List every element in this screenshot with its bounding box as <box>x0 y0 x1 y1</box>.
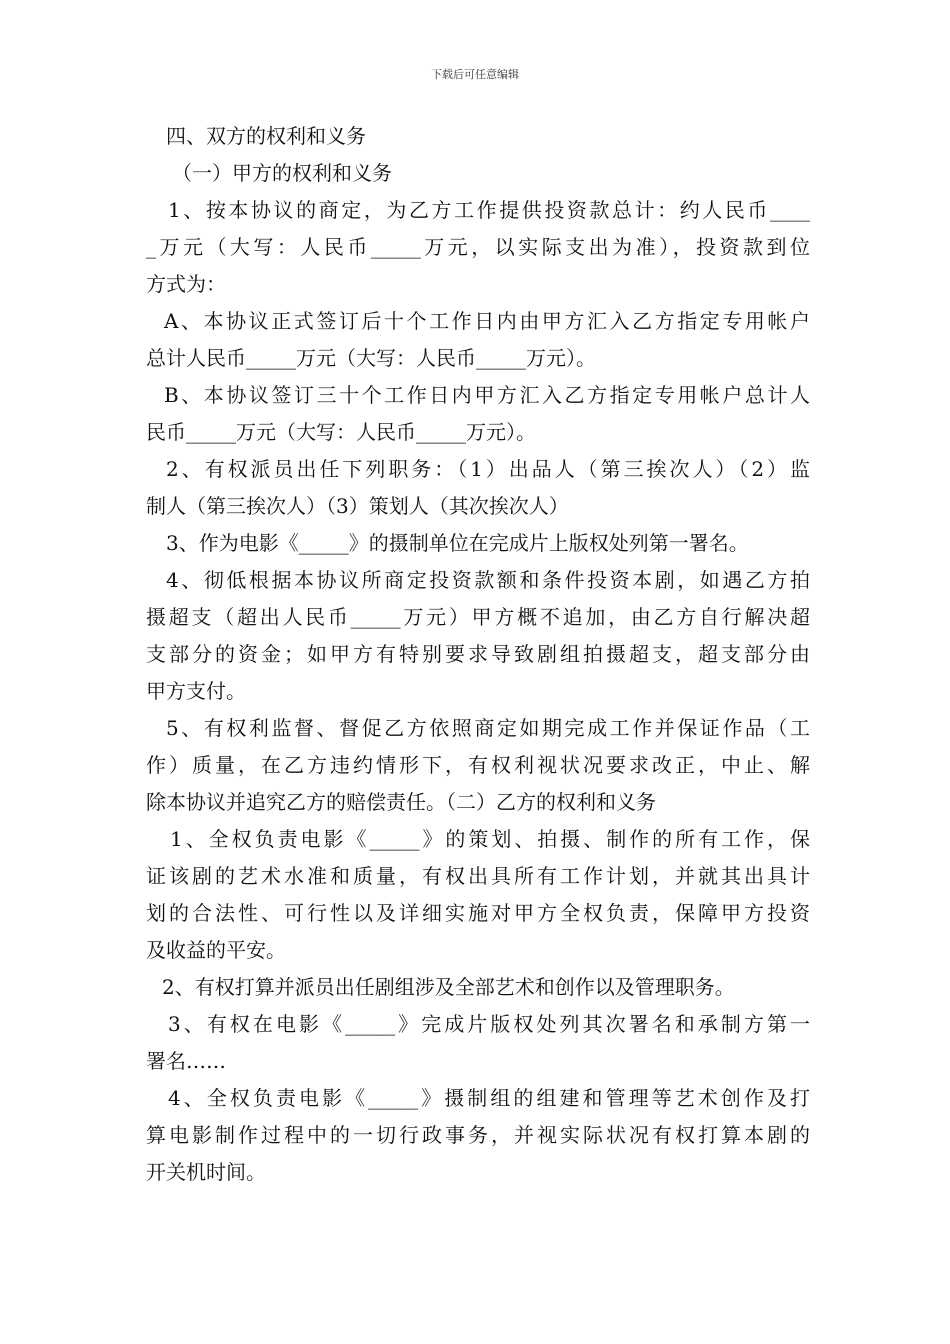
text-line: B、本协议签订三十个工作日内甲方汇入乙方指定专用帐户总计人 <box>164 383 810 407</box>
text-line: 民币_____万元（大写：人民币_____万元）。 <box>146 420 536 444</box>
text-line: 4、全权负责电影《_____》摄制组的组建和管理等艺术创作及打 <box>168 1086 810 1110</box>
text-line: 4、彻低根据本协议所商定投资款额和条件投资本剧，如遇乙方拍 <box>166 568 810 592</box>
text-line: 摄超支（超出人民币_____万元）甲方概不追加，由乙方自行解决超 <box>146 605 810 629</box>
text-line: 作）质量，在乙方违约情形下，有权利视状况要求改正，中止、解 <box>146 753 810 777</box>
text-line: 方式为： <box>146 272 226 296</box>
text-line: 3、有权在电影《_____》完成片版权处列其次署名和承制方第一 <box>168 1012 810 1036</box>
text-line: 证该剧的艺术水准和质量，有权出具所有工作计划，并就其出具计 <box>146 864 810 888</box>
text-line: 5、有权利监督、督促乙方依照商定如期完成工作并保证作品（工 <box>166 716 810 740</box>
text-line: 开关机时间。 <box>146 1160 266 1184</box>
text-line: 甲方支付。 <box>146 679 246 703</box>
page-header: 下载后可任意编辑 <box>431 68 519 81</box>
document-body <box>146 118 810 1191</box>
text-line: 支部分的资金；如甲方有特别要求导致剧组拍摄超支，超支部分由 <box>146 642 810 666</box>
text-line: 3、作为电影《_____》的摄制单位在完成片上版权处列第一署名。 <box>166 531 749 555</box>
text-line: 划的合法性、可行性以及详细实施对甲方全权负责，保障甲方投资 <box>146 901 810 925</box>
text-line: 制人（第三挨次人）（3）策划人（其次挨次人） <box>146 494 569 518</box>
text-line: 2、有权打算并派员出任剧组涉及全部艺术和创作以及管理职务。 <box>162 975 735 999</box>
text-line: 及收益的平安。 <box>146 938 286 962</box>
text-line: 1、全权负责电影《_____》的策划、拍摄、制作的所有工作，保 <box>170 827 810 851</box>
text-line: A、本协议正式签订后十个工作日内由甲方汇入乙方指定专用帐户 <box>164 309 810 333</box>
text-line: _万元（大写：人民币_____万元，以实际支出为准），投资款到位 <box>146 235 810 259</box>
text-line: 四、双方的权利和义务 <box>166 124 366 148</box>
text-line: 总计人民币_____万元（大写：人民币_____万元）。 <box>146 346 596 370</box>
text-line: （一）甲方的权利和义务 <box>172 161 392 185</box>
text-line: 署名…… <box>146 1049 226 1073</box>
text-line: 除本协议并追究乙方的赔偿责任。（二）乙方的权利和义务 <box>146 790 656 814</box>
text-line: 算电影制作过程中的一切行政事务，并视实际状况有权打算本剧的 <box>146 1123 810 1147</box>
text-line: 2、有权派员出任下列职务：（1）出品人（第三挨次人）（2）监 <box>166 457 810 481</box>
text-line: 1、按本协议的商定，为乙方工作提供投资款总计：约人民币____ <box>168 198 810 222</box>
